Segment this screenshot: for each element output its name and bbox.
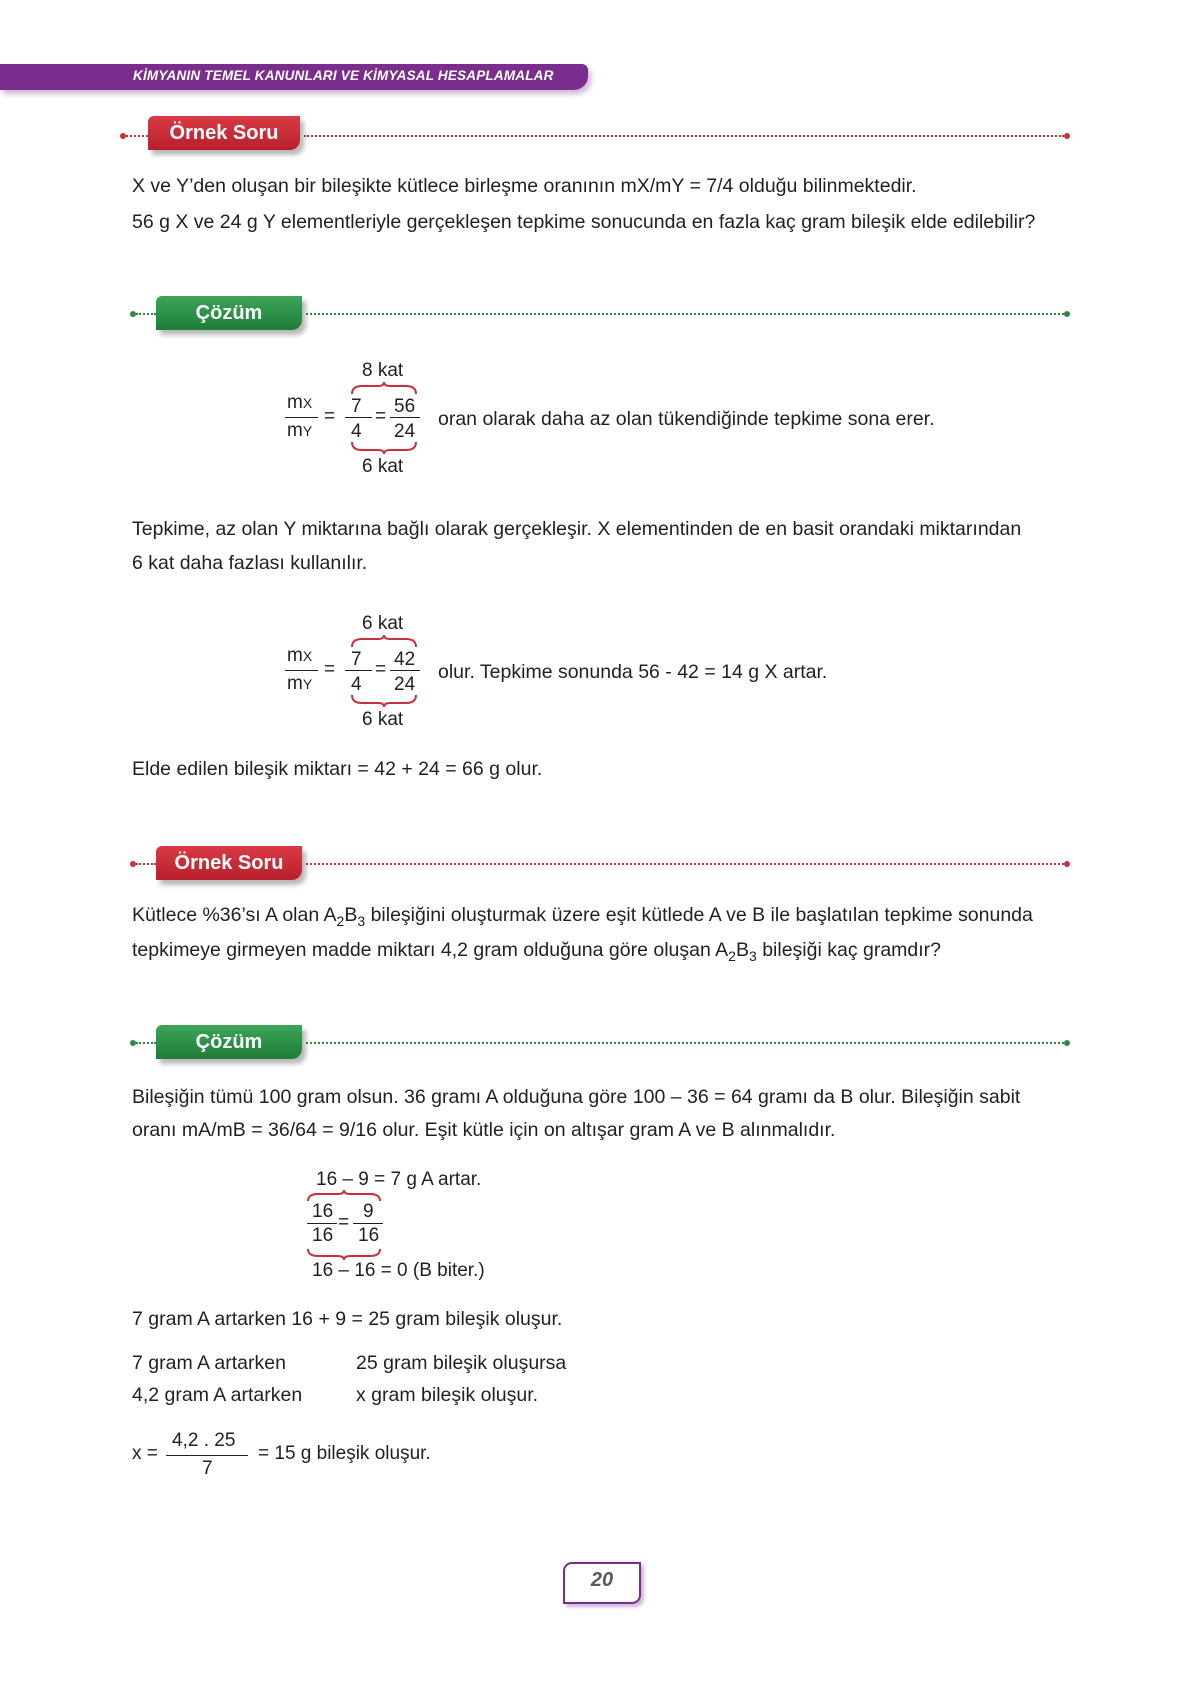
bottom-brace bbox=[350, 693, 418, 707]
page-number: 20 bbox=[590, 1569, 614, 1591]
example1-line2: 56 g X ve 24 g Y elementleriyle gerçekleşen tepkime sonucunda en fazla kaç gram bileşik elde edilebilir? bbox=[132, 211, 1036, 233]
m-letter: m bbox=[287, 645, 303, 666]
chapter-title: KİMYANIN TEMEL KANUNLARI VE KİMYASAL HESAPLAMALAR bbox=[133, 68, 554, 83]
divider-dot-right bbox=[1064, 861, 1070, 867]
bottom-brace bbox=[306, 1248, 382, 1260]
subscript: 3 bbox=[357, 912, 366, 929]
example1-line1: X ve Y’den oluşan bir bileşikte kütlece birleşme oranının mX/mY = 7/4 olduğu bilinmektedir. bbox=[132, 175, 917, 197]
divider-line-left bbox=[136, 1042, 156, 1044]
fraction-bar bbox=[390, 670, 420, 671]
proportion-row2-right: x gram bileşik oluşur. bbox=[356, 1384, 539, 1406]
text: Kütlece %36’sı A olan A bbox=[132, 904, 337, 926]
divider-dot-right bbox=[1064, 311, 1070, 317]
text: B bbox=[344, 904, 358, 926]
fraction-bar bbox=[285, 670, 318, 671]
divider-line-right bbox=[306, 1042, 1064, 1044]
fraction-bar bbox=[345, 417, 372, 418]
proportion-row1-left: 7 gram A artarken bbox=[132, 1352, 286, 1374]
solution-label: Çözüm bbox=[156, 1025, 302, 1059]
solution1-para-line2: 6 kat daha fazlası kullanılır. bbox=[132, 552, 368, 574]
fraction-bar bbox=[390, 417, 420, 418]
denominator: 24 bbox=[394, 674, 416, 695]
fraction-bar bbox=[285, 417, 318, 418]
equation-comment: oran olarak daha az olan tükendiğinde tepkime sona erer. bbox=[438, 408, 935, 430]
solution2-para-line1: Bileşiğin tümü 100 gram olsun. 36 gramı A olduğuna göre 100 – 36 = 64 gramı da B olur. Bileşiğin sabit bbox=[132, 1086, 1021, 1108]
numerator: 9 bbox=[363, 1201, 374, 1222]
solution2-line-a: 7 gram A artarken 16 + 9 = 25 gram bileşik oluşur. bbox=[132, 1308, 563, 1330]
divider-line-left bbox=[126, 135, 148, 137]
text: tepkimeye girmeyen madde miktarı 4,2 gram olduğuna göre oluşan A bbox=[132, 939, 729, 961]
bottom-factor-label: 6 kat bbox=[362, 709, 404, 730]
proportion-row1-right: 25 gram bileşik oluşursa bbox=[356, 1352, 567, 1374]
fraction-bar bbox=[353, 1223, 383, 1224]
divider-line-right bbox=[304, 135, 1064, 137]
top-factor-label: 8 kat bbox=[362, 360, 404, 381]
subscript: 2 bbox=[336, 912, 345, 929]
equals-sign: = bbox=[324, 659, 336, 680]
m-letter: m bbox=[287, 673, 303, 694]
denominator: 4 bbox=[351, 674, 362, 695]
final-result: = 15 g bileşik oluşur. bbox=[258, 1443, 431, 1464]
numerator: 16 bbox=[312, 1201, 334, 1222]
numerator: 7 bbox=[351, 396, 362, 417]
divider-dot-right bbox=[1064, 1040, 1070, 1046]
equals-sign: = bbox=[324, 406, 336, 427]
subscript: 2 bbox=[728, 947, 736, 964]
denominator: 4 bbox=[351, 421, 362, 442]
fraction-bar bbox=[307, 1223, 337, 1224]
final-denominator: 7 bbox=[202, 1458, 213, 1479]
fraction-bar bbox=[166, 1455, 248, 1456]
example-label: Örnek Soru bbox=[148, 116, 300, 150]
equals-sign: = bbox=[338, 1212, 350, 1233]
text: B bbox=[735, 939, 749, 961]
m-letter: m bbox=[287, 392, 303, 413]
x-subscript: X bbox=[302, 395, 313, 411]
divider-dot-right bbox=[1064, 133, 1070, 139]
solution1-result: Elde edilen bileşik miktarı = 42 + 24 = 66 g olur. bbox=[132, 758, 543, 780]
denominator: 24 bbox=[394, 421, 416, 442]
text: bileşiğini oluşturmak üzere eşit kütlede A ve B ile başlatılan tepkime sonunda bbox=[365, 904, 1033, 926]
x-subscript: X bbox=[302, 648, 313, 664]
example-label: Örnek Soru bbox=[156, 846, 302, 880]
equation-comment: olur. Tepkime sonunda 56 - 42 = 14 g X artar. bbox=[438, 661, 828, 683]
numerator: 56 bbox=[394, 396, 416, 417]
solution2-para-line2: oranı mA/mB = 36/64 = 9/16 olur. Eşit kütle için on altışar gram A ve B alınmalıdır. bbox=[132, 1119, 836, 1141]
divider-line-right bbox=[306, 863, 1064, 865]
divider-line-left bbox=[136, 863, 156, 865]
numerator: 42 bbox=[394, 649, 416, 670]
fraction-bar bbox=[345, 670, 372, 671]
y-subscript: Y bbox=[302, 676, 313, 692]
divider-line-right bbox=[306, 313, 1064, 315]
bottom-factor-label: 6 kat bbox=[362, 456, 404, 477]
denominator: 16 bbox=[312, 1225, 334, 1246]
solution-label: Çözüm bbox=[156, 296, 302, 330]
equals-sign: = bbox=[375, 659, 387, 680]
numerator: 7 bbox=[351, 649, 362, 670]
bottom-brace bbox=[350, 440, 418, 454]
top-brace bbox=[350, 635, 418, 649]
example2-line1 bbox=[132, 903, 1033, 933]
example2-line2 bbox=[132, 938, 941, 968]
m-letter: m bbox=[287, 420, 303, 441]
text: bileşiği kaç gramdır? bbox=[756, 939, 942, 961]
top-note: 16 – 9 = 7 g A artar. bbox=[316, 1169, 482, 1190]
denominator: 16 bbox=[358, 1225, 380, 1246]
equals-sign: = bbox=[375, 406, 387, 427]
y-subscript: Y bbox=[302, 423, 313, 439]
top-factor-label: 6 kat bbox=[362, 613, 404, 634]
subscript: 3 bbox=[748, 947, 757, 964]
divider-line-left bbox=[136, 313, 156, 315]
bottom-note: 16 – 16 = 0 (B biter.) bbox=[312, 1260, 485, 1281]
proportion-row2-left: 4,2 gram A artarken bbox=[132, 1384, 303, 1406]
solution1-para-line1: Tepkime, az olan Y miktarına bağlı olarak gerçekleşir. X elementinden de en basit orandaki miktarından bbox=[132, 518, 1022, 540]
final-x-label: x = bbox=[132, 1443, 158, 1464]
top-brace bbox=[350, 382, 418, 396]
final-numerator: 4,2 . 25 bbox=[172, 1430, 236, 1451]
